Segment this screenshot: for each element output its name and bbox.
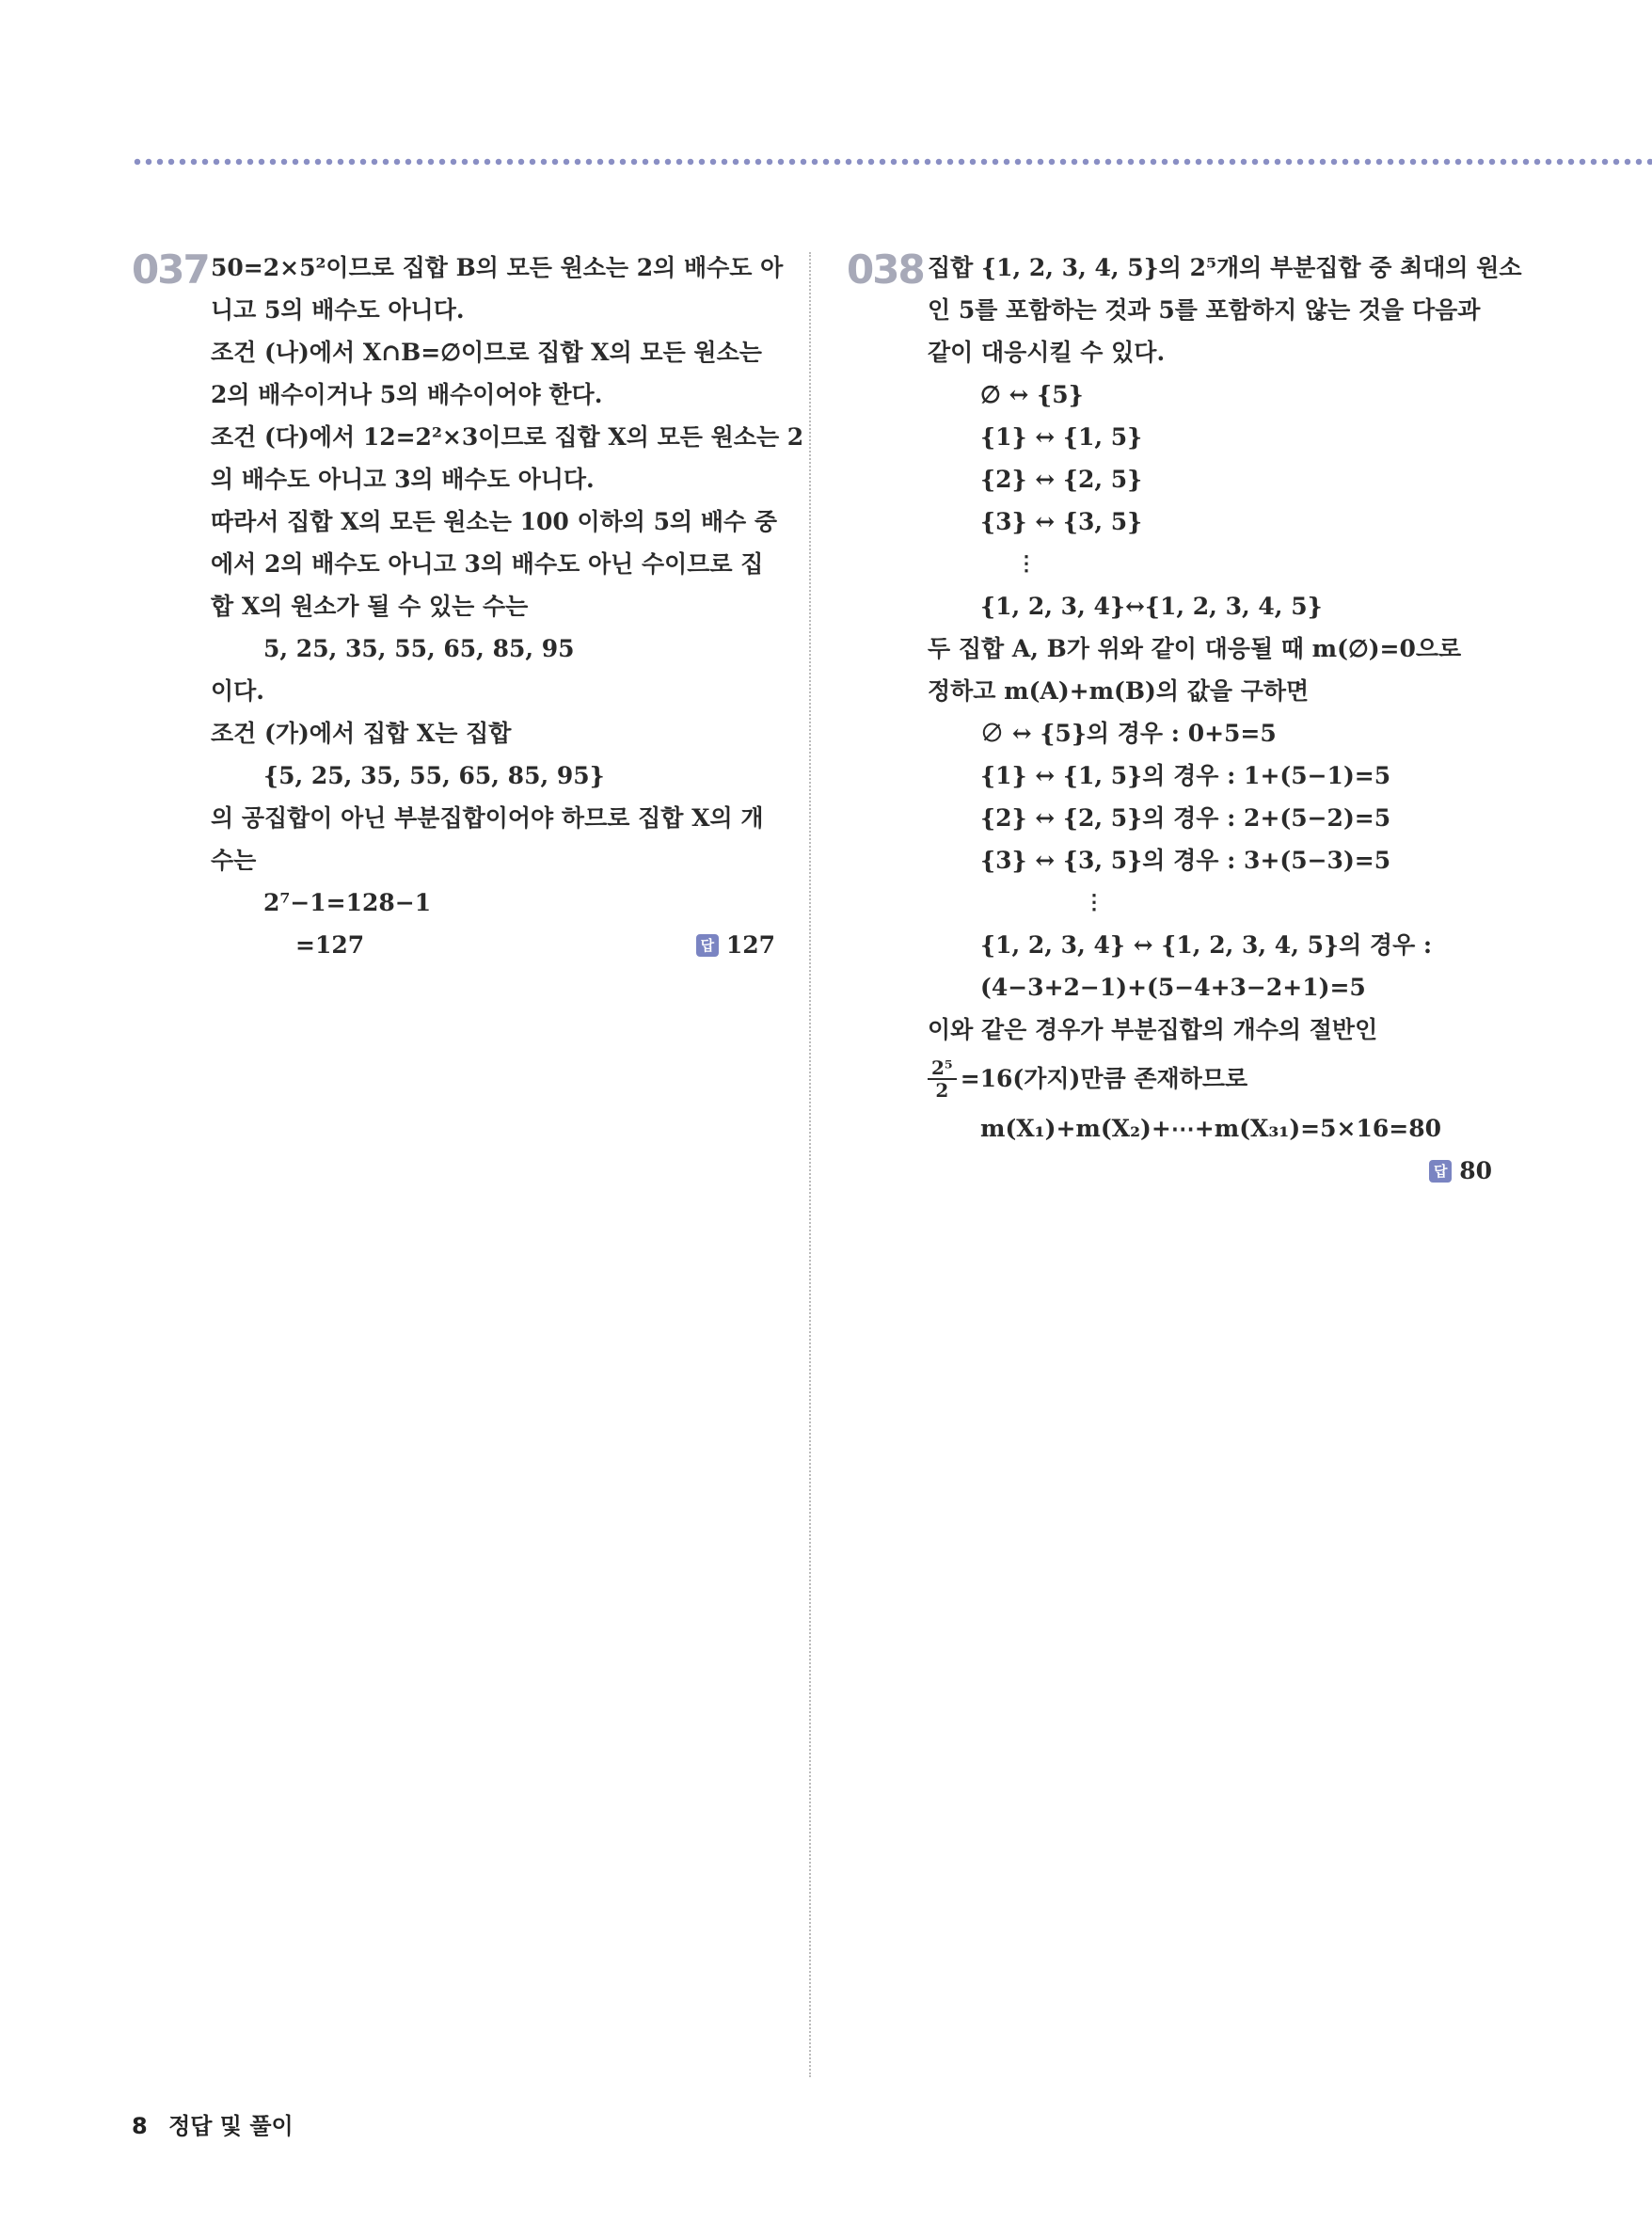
- fraction-denominator: 2: [935, 1079, 949, 1102]
- solution-line: {1} ↔ {1, 5}: [980, 423, 1143, 451]
- problem-number-037: 037: [132, 246, 209, 293]
- solution-line: 집합 {1, 2, 3, 4, 5}의 2⁵개의 부분집합 중 최대의 원소: [928, 254, 1522, 281]
- fraction: [928, 1057, 957, 1101]
- solution-line: 이다.: [211, 677, 265, 705]
- vertical-ellipsis: ⋮: [1084, 890, 1104, 914]
- solution-line: 이와 같은 경우가 부분집합의 개수의 절반인: [928, 1016, 1378, 1043]
- solution-line: 정하고 m(A)+m(B)의 값을 구하면: [928, 677, 1310, 705]
- answer-038: [1429, 1150, 1492, 1192]
- solution-038: [928, 246, 1522, 1192]
- solution-line: 두 집합 A, B가 위와 같이 대응될 때 m(∅)=0으로: [928, 635, 1462, 662]
- solution-line: 의 공집합이 아닌 부분집합이어야 하므로 집합 X의 개: [211, 804, 764, 832]
- solution-line: 2의 배수이거나 5의 배수이어야 한다.: [211, 381, 603, 408]
- footer-title: 정답 및 풀이: [168, 2113, 294, 2139]
- solution-line: {2} ↔ {2, 5}의 경우 : 2+(5−2)=5: [980, 804, 1391, 832]
- fraction-line: [928, 1051, 1492, 1107]
- solution-line: =127: [295, 931, 365, 959]
- solution-line: 인 5를 포함하는 것과 5를 포함하지 않는 것을 다음과: [928, 296, 1481, 324]
- solution-line: {5, 25, 35, 55, 65, 85, 95}: [263, 762, 605, 789]
- solution-line: (4−3+2−1)+(5−4+3−2+1)=5: [980, 974, 1366, 1001]
- problem-number-038: 038: [847, 246, 924, 293]
- answer-row-038: [928, 1150, 1492, 1192]
- answer-value: 127: [725, 931, 775, 959]
- solution-line: {1, 2, 3, 4} ↔ {1, 2, 3, 4, 5}의 경우 :: [980, 931, 1433, 959]
- solution-line: ∅ ↔ {5}: [980, 381, 1084, 408]
- solution-line: ∅ ↔ {5}의 경우 : 0+5=5: [980, 720, 1277, 747]
- solution-line: {3} ↔ {3, 5}: [980, 508, 1143, 535]
- solution-line: 따라서 집합 X의 모든 원소는 100 이하의 5의 배수 중: [211, 508, 778, 535]
- answer-037: [696, 924, 775, 966]
- solution-line: {1} ↔ {1, 5}의 경우 : 1+(5−1)=5: [980, 762, 1391, 789]
- answer-badge-icon: 답: [1429, 1160, 1452, 1183]
- solution-line: 5, 25, 35, 55, 65, 85, 95: [263, 635, 575, 662]
- solution-line: 조건 (나)에서 X∩B=∅이므로 집합 X의 모든 원소는: [211, 339, 762, 366]
- solution-line: {2} ↔ {2, 5}: [980, 466, 1143, 493]
- page-number: 8: [132, 2113, 148, 2139]
- solution-line: {1, 2, 3, 4}↔{1, 2, 3, 4, 5}: [980, 593, 1323, 620]
- solution-line: 2⁷−1=128−1: [263, 889, 432, 916]
- solution-line: m(X₁)+m(X₂)+⋯+m(X₃₁)=5×16=80: [980, 1115, 1441, 1142]
- header-dotted-rule: [132, 158, 1652, 166]
- column-divider: [809, 252, 811, 2077]
- solution-037: [211, 246, 804, 966]
- solution-line: 합 X의 원소가 될 수 있는 수는: [211, 593, 529, 620]
- solution-line: 같이 대응시킬 수 있다.: [928, 339, 1166, 366]
- solution-line: 조건 (다)에서 12=2²×3이므로 집합 X의 모든 원소는 2: [211, 423, 804, 451]
- fraction-rest: =16(가지)만큼 존재하므로: [960, 1065, 1248, 1092]
- vertical-ellipsis: ⋮: [1016, 551, 1037, 576]
- solution-line: 에서 2의 배수도 아니고 3의 배수도 아닌 수이므로 집: [211, 550, 764, 578]
- answer-value: 80: [1459, 1157, 1492, 1184]
- solution-line: {3} ↔ {3, 5}의 경우 : 3+(5−3)=5: [980, 847, 1391, 874]
- solution-line: 의 배수도 아니고 3의 배수도 아니다.: [211, 466, 595, 493]
- solution-line: 조건 (가)에서 집합 X는 집합: [211, 720, 512, 747]
- solution-line: 수는: [211, 847, 257, 874]
- answer-badge-icon: 답: [696, 934, 719, 957]
- answer-row-037: [211, 924, 775, 966]
- solution-line: 50=2×5²이므로 집합 B의 모든 원소는 2의 배수도 아: [211, 254, 784, 281]
- fraction-numerator: 2⁵: [928, 1057, 957, 1080]
- solution-line: 니고 5의 배수도 아니다.: [211, 296, 465, 324]
- page-footer: [132, 2107, 294, 2140]
